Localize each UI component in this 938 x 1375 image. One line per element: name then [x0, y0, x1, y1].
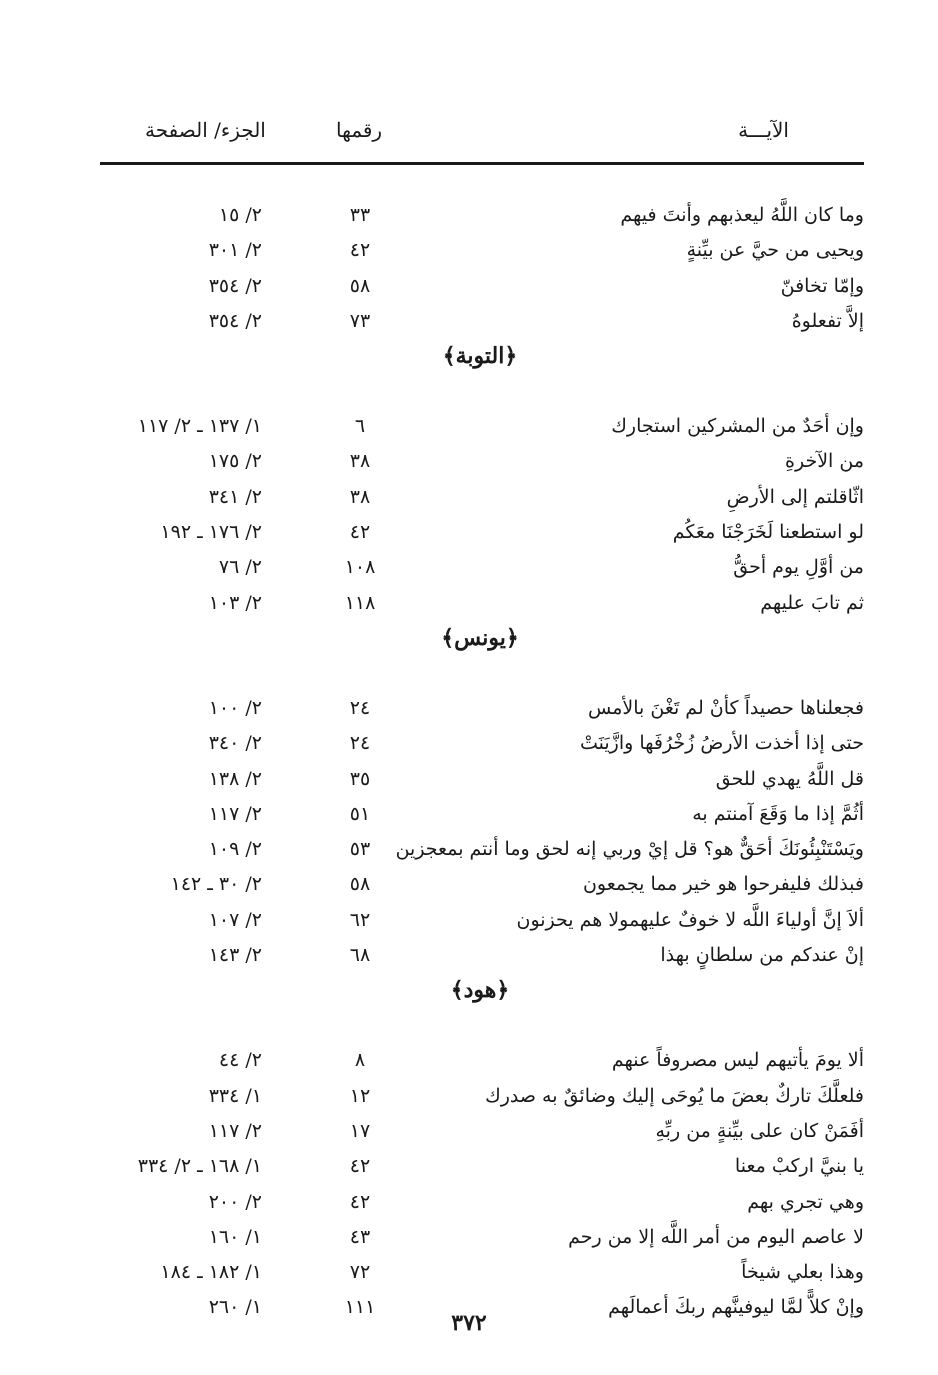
verse-number: ٤٢ — [349, 1155, 371, 1178]
page-number: ٣٧٢ — [451, 1310, 487, 1336]
verse-text: وهذا بعلي شيخاً — [741, 1261, 864, 1284]
verse-text: لا عاصم اليوم من أمر اللَّه إلا من رحم — [568, 1225, 864, 1248]
verse-text: وما كان اللَّهُ ليعذبهم وأنتَ فيهم — [620, 204, 864, 226]
verse-number: ٨ — [354, 1049, 366, 1072]
surah-title: ﴿التوبة﴾ — [442, 343, 518, 370]
verse-text: وإن أحَدٌ من المشركين استجارك — [611, 415, 864, 438]
verse-text: حتى إذا أخذت الأرضُ زُخْرُفَها وازَّيَنَتْ — [579, 732, 864, 755]
verse-number: ٤٢ — [349, 521, 371, 544]
table-row — [100, 515, 864, 550]
page-reference: ١/ ١٣٧ ـ ٢/ ١١٧ — [137, 415, 262, 438]
verse-text: قل اللَّهُ يهدي للحق — [715, 767, 864, 790]
verse-text: إلاَّ تفعلوهُ — [791, 309, 864, 332]
header-page-label: الجزء/ الصفحة — [145, 118, 266, 142]
table-row — [100, 444, 864, 479]
table-row — [100, 480, 864, 515]
verse-text: من الآخرةِ — [785, 450, 864, 473]
table-row — [100, 409, 864, 444]
verse-text: أثُمَّ إذا ما وَقَعَ آمنتم به — [692, 802, 864, 825]
verse-number: ١٠٨ — [344, 556, 376, 579]
verse-text: وإمّا تخافنّ — [780, 274, 864, 297]
header-divider — [100, 162, 864, 165]
table-row — [100, 304, 864, 339]
verse-number: ٤٢ — [349, 239, 371, 262]
verse-number: ١١٨ — [344, 591, 376, 614]
verse-text: ألا يومَ يأتيهم ليس مصروفاً عنهم — [611, 1049, 864, 1072]
page-reference: ٢/ ٣٥٤ — [208, 309, 262, 332]
verse-number: ٥٨ — [349, 274, 371, 297]
table-row — [100, 1149, 864, 1184]
verse-number: ٥٨ — [349, 873, 371, 896]
table-row — [100, 797, 864, 832]
page-reference: ٢/ ١١٧ — [208, 802, 262, 825]
page-reference: ٢/ ٤٤ — [218, 1049, 262, 1072]
verse-text: يا بنيَّ اركبْ معنا — [734, 1155, 864, 1178]
verse-number: ٦٨ — [349, 944, 371, 967]
page-reference: ٢/ ١٧٥ — [208, 450, 262, 473]
surah-title: ﴿هود﴾ — [450, 977, 510, 1004]
table-row — [100, 269, 864, 304]
page-reference: ٢/ ٧٦ — [218, 556, 262, 579]
verse-number: ٤٣ — [349, 1225, 371, 1248]
page-reference: ٢/ ١٣٨ — [208, 767, 262, 790]
verse-number: ١٧ — [349, 1119, 371, 1142]
page-reference: ١/ ١٦٠ — [208, 1225, 262, 1248]
verse-number: ٣٨ — [349, 450, 371, 473]
table-row — [100, 550, 864, 585]
verse-text: أفَمَنْ كان على بيِّنةٍ من ربِّهِ — [655, 1119, 864, 1142]
verse-text: لو استطعنا لَخَرَجْنَا معَكُم — [672, 521, 864, 544]
page-reference: ٢/ ١٠٣ — [208, 591, 262, 614]
table-row — [100, 1220, 864, 1255]
verse-number: ٢٤ — [349, 732, 371, 755]
surah-heading — [100, 621, 864, 691]
table-row — [100, 903, 864, 938]
page-reference: ٢/ ٢٠٠ — [208, 1190, 262, 1213]
table-row — [100, 1185, 864, 1220]
page-reference: ٢/ ٣٤١ — [208, 485, 262, 508]
page-reference: ٢/ ٣٠ ـ ١٤٢ — [170, 873, 262, 896]
page-reference: ٢/ ٣٤٠ — [208, 732, 262, 755]
verse-text: وهي تجري بهم — [747, 1190, 864, 1213]
page-reference: ١/ ١٦٨ ـ ٢/ ٣٣٤ — [137, 1155, 262, 1178]
verse-text: فجعلناها حصيداً كأنْ لم تَغْنَ بالأمس — [588, 696, 864, 719]
table-row — [100, 1114, 864, 1149]
verse-number: ٥١ — [349, 802, 371, 825]
table-row — [100, 1043, 864, 1078]
header-number-label: رقمها — [336, 118, 383, 142]
page-reference: ١/ ١٨٢ ـ ١٨٤ — [160, 1261, 262, 1284]
page-reference: ٢/ ١٧٦ ـ ١٩٢ — [160, 521, 262, 544]
table-row — [100, 938, 864, 973]
verse-number: ٦ — [354, 415, 366, 438]
verse-text: إنْ عندكم من سلطانٍ بهذا — [660, 944, 864, 967]
verse-text: وإنْ كلاًّ لمَّا ليوفينَّهم ربكَ أعمالَهم — [608, 1296, 864, 1319]
surah-heading — [100, 973, 864, 1043]
page-reference: ٢/ ١٠٧ — [208, 908, 262, 931]
verse-number: ٧٢ — [349, 1261, 371, 1284]
verse-text: فلعلَّكَ تاركٌ بعضَ ما يُوحَى إليك وضائقٌ به صدرك — [485, 1084, 864, 1107]
verse-number: ٣٣ — [349, 204, 371, 226]
surah-heading — [100, 339, 864, 409]
verse-number: ٣٥ — [349, 767, 371, 790]
page-reference: ٢/ ٣٥٤ — [208, 274, 262, 297]
verse-number: ٢٤ — [349, 696, 371, 719]
verse-number: ١١١ — [344, 1296, 376, 1319]
table-row — [100, 586, 864, 621]
verse-text: اثّاقلتم إلى الأرضِ — [726, 485, 864, 508]
verse-number: ٥٣ — [349, 838, 371, 861]
page-reference: ٢/ ١٠٩ — [208, 838, 262, 861]
verse-number: ١٢ — [349, 1084, 371, 1107]
verse-text: من أوَّلِ يوم أحقُّ — [733, 556, 864, 579]
table-header — [100, 118, 864, 158]
verse-text: ثم تابَ عليهم — [760, 591, 864, 614]
table-row — [100, 1079, 864, 1114]
page-reference: ١/ ٣٣٤ — [208, 1084, 262, 1107]
table-row — [100, 867, 864, 902]
table-row — [100, 762, 864, 797]
verse-number: ٧٣ — [349, 309, 371, 332]
table-row — [100, 198, 864, 233]
verse-text: فبذلك فليفرحوا هو خير مما يجمعون — [582, 873, 864, 896]
table-row — [100, 1255, 864, 1290]
verse-number: ٤٢ — [349, 1190, 371, 1213]
page-reference: ١/ ٢٦٠ — [208, 1296, 262, 1319]
page-reference: ٢/ ٣٠١ — [208, 239, 262, 262]
header-verse-label: الآيـــة — [738, 118, 789, 142]
verse-number: ٣٨ — [349, 485, 371, 508]
table-row — [100, 726, 864, 761]
verse-number: ٦٢ — [349, 908, 371, 931]
page-reference: ٢/ ١١٧ — [208, 1119, 262, 1142]
table-row — [100, 832, 864, 867]
surah-title: ﴿يونس﴾ — [441, 624, 519, 651]
verse-text: ويَسْتَنْبِئُونَكَ أحَقٌّ هو؟ قل إيْ وربي إنه لحق وما أنتم بمعجزين — [395, 838, 864, 861]
verse-text: ويحيى من حيَّ عن بيِّنةٍ — [686, 239, 864, 262]
verse-text: ألاَ إنَّ أولياءَ اللَّه لا خوفٌ عليهمولا هم يحزنون — [516, 908, 864, 931]
table-row — [100, 691, 864, 726]
table-row — [100, 233, 864, 268]
index-table — [100, 198, 864, 1326]
page-reference: ٢/ ١٠٠ — [208, 696, 262, 719]
page-reference: ٢/ ١٤٣ — [208, 944, 262, 967]
page-reference: ٢/ ١٥ — [218, 204, 262, 226]
